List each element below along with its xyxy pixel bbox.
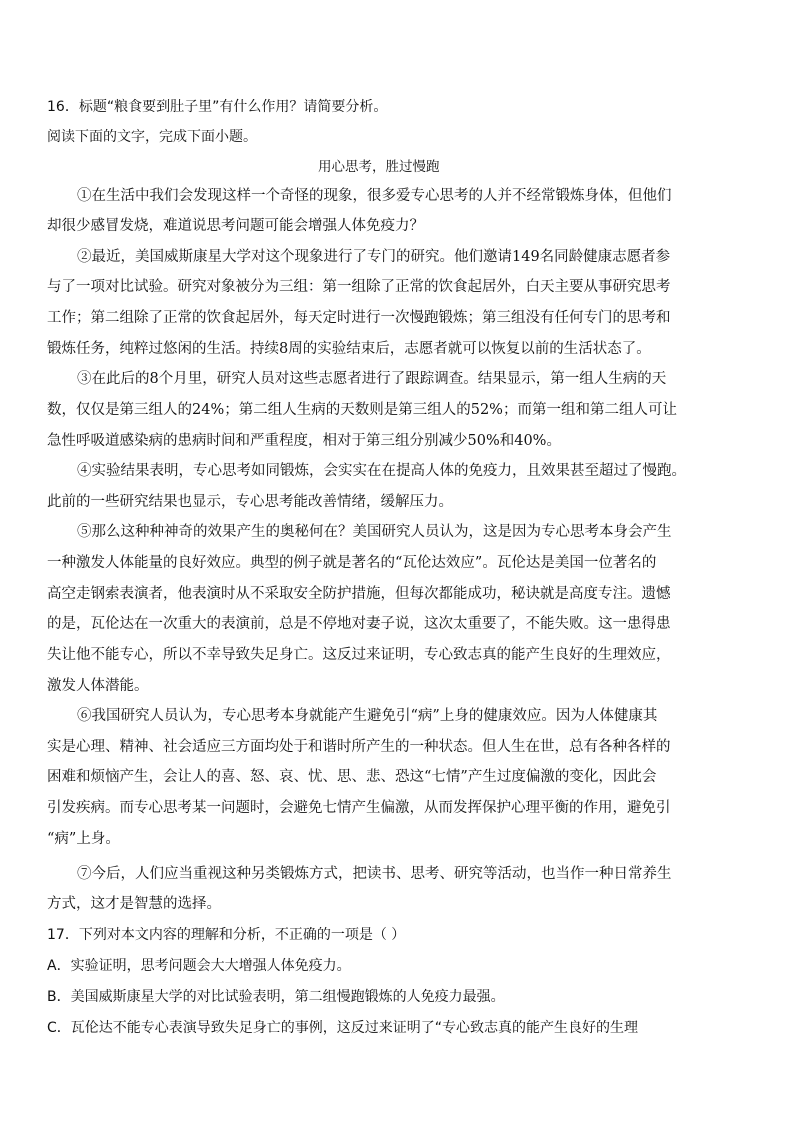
paragraph-5-line: 一种激发人体能量的良好效应。典型的例子就是著名的“瓦伦达效应”。瓦伦达是美国一位著名的 xyxy=(47,555,657,571)
paragraph-3-line: ③在此后的8个月里，研究人员对这些志愿者进行了跟踪调查。结果显示，第一组人生病的天 xyxy=(77,371,667,387)
paragraph-5-line: 激发人体潜能。 xyxy=(47,678,149,694)
paragraph-4-line: ④实验结果表明，专心思考如同锻炼，会实实在在提高人体的免疫力，且效果甚至超过了慢跑。 xyxy=(77,463,686,479)
question-16: 16．标题“粮食要到肚子里”有什么作用？请简要分析。 xyxy=(47,99,388,115)
paragraph-5-line: ⑤那么这种种神奇的效果产生的奥秘何在？美国研究人员认为，这是因为专心思考本身会产生 xyxy=(77,524,672,540)
reading-instruction: 阅读下面的文字，完成下面小题。 xyxy=(47,129,257,145)
paragraph-6-line: ⑥我国研究人员认为，专心思考本身就能产生避免引“病”上身的健康效应。因为人体健康其 xyxy=(77,708,658,724)
paragraph-5-line: 失让他不能专心，所以不幸导致失足身亡。这反过来证明，专心致志真的能产生良好的生理效应， xyxy=(47,647,671,663)
paragraph-7-line: 方式，这才是智慧的选择。 xyxy=(47,896,221,912)
paragraph-5-line: 的是，瓦伦达在一次重大的表演前，总是不停地对妻子说，这次太重要了，不能失败。这一患得患 xyxy=(47,616,671,632)
paragraph-7-line: ⑦今后，人们应当重视这种另类锻炼方式，把读书、思考、研究等活动，也当作一种日常养生 xyxy=(77,866,672,882)
paragraph-2-line: ②最近，美国威斯康星大学对这个现象进行了专门的研究。他们邀请149名同龄健康志愿者参 xyxy=(77,249,671,265)
paragraph-6-line: 引发疾病。而专心思考某一问题时，会避免七情产生偏激，从而发挥保护心理平衡的作用，避免引 xyxy=(47,800,671,816)
question-17: 17．下列对本文内容的理解和分析，不正确的一项是（ ） xyxy=(47,927,406,943)
paragraph-1-line: 却很少感冒发烧，难道说思考问题可能会增强人体免疫力？ xyxy=(47,218,424,234)
paragraph-1-line: ①在生活中我们会发现这样一个奇怪的现象，很多爱专心思考的人并不经常锻炼身体，但他们 xyxy=(77,188,672,204)
paragraph-6-line: “病”上身。 xyxy=(47,831,120,847)
paragraph-3-line: 数，仅仅是第三组人的24%；第二组人生病的天数则是第三组人的52%；而第一组和第二组人可让 xyxy=(47,402,677,418)
option-b: B．美国威斯康星大学的对比试验表明，第二组慢跑锻炼的人免疫力最强。 xyxy=(47,989,505,1005)
paragraph-4-line: 此前的一些研究结果也显示，专心思考能改善情绪，缓解压力。 xyxy=(47,494,453,510)
option-a: A．实验证明，思考问题会大大增强人体免疫力。 xyxy=(47,958,351,974)
option-c: C．瓦伦达不能专心表演导致失足身亡的事例，这反过来证明了“专心致志真的能产生良好的生理 xyxy=(47,1020,639,1036)
paragraph-6-line: 困难和烦恼产生，会让人的喜、怒、哀、忧、思、悲、恐这“七情”产生过度偏激的变化，因此会 xyxy=(47,769,657,785)
paragraph-2-line: 工作；第二组除了正常的饮食起居外，每天定时进行一次慢跑锻炼；第三组没有任何专门的思考和 xyxy=(47,310,671,326)
article-title: 用心思考，胜过慢跑 xyxy=(318,159,440,175)
paragraph-5-line: 高空走钢索表演者，他表演时从不采取安全防护措施，但每次都能成功，秘诀就是高度专注。遗憾 xyxy=(47,586,671,602)
paragraph-3-line: 急性呼吸道感染病的患病时间和严重程度，相对于第三组分别减少50%和40%。 xyxy=(47,433,561,449)
paragraph-6-line: 实是心理、精神、社会适应三方面均处于和谐时所产生的一种状态。但人生在世，总有各种各样的 xyxy=(47,739,671,755)
paragraph-2-line: 与了一项对比试验。研究对象被分为三组：第一组除了正常的饮食起居外，白天主要从事研究思考 xyxy=(47,279,671,295)
paragraph-2-line: 锻炼任务，纯粹过悠闲的生活。持续8周的实验结束后，志愿者就可以恢复以前的生活状态了。 xyxy=(47,341,651,357)
